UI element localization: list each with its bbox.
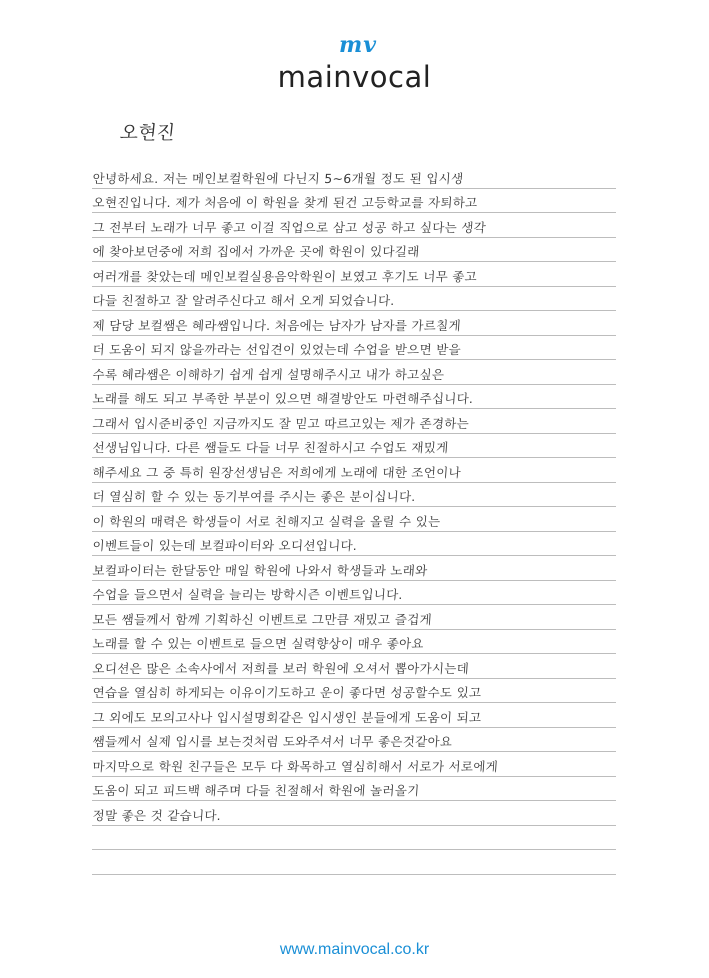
letter-line: [92, 801, 616, 826]
letter-line-text: 에 찾아보던중에 저희 집에서 가까운 곳에 학원이 있다길래: [92, 244, 421, 259]
brand-name: mainvocal: [277, 60, 432, 94]
brand-logo-icon: mv: [338, 32, 378, 58]
letter-line: [92, 458, 616, 483]
letter-line: [92, 581, 616, 606]
letter-line-text: 도움이 되고 피드백 해주며 다들 친절해서 학원에 놀러올기: [92, 783, 421, 798]
letter-line-text: 마지막으로 학원 친구들은 모두 다 화목하고 열심히해서 서로가 서로에게: [92, 758, 499, 774]
letter-line-text: 오현진입니다. 제가 처음에 이 학원을 찾게 된건 고등학교를 자퇴하고: [92, 195, 479, 210]
letter-lines: [92, 164, 616, 875]
letter-line: [92, 189, 616, 214]
letter-line-text: 더 열심히 할 수 있는 동기부여를 주시는 좋은 분이십니다.: [92, 489, 417, 504]
letter-line-text: 보컬파이터는 한달동안 매일 학원에 나와서 학생들과 노래와: [92, 562, 429, 578]
letter-line: [92, 532, 616, 557]
letter-line-text: 해주세요 그 중 특히 원장선생님은 저희에게 노래에 대한 조언이나: [92, 464, 462, 480]
letter-line: [92, 679, 616, 704]
letter-line-text: 정말 좋은 것 같습니다.: [92, 807, 222, 823]
letter-line: [92, 409, 616, 434]
letter-line: [92, 483, 616, 508]
letter-line-text: 수업을 들으면서 실력을 늘리는 방학시즌 이벤트입니다.: [92, 587, 404, 602]
letter-line: [92, 777, 616, 802]
letter-line: [92, 213, 616, 238]
letter-line-text: 이 학원의 매력은 학생들이 서로 친해지고 실력을 올릴 수 있는: [92, 513, 441, 529]
letter-writer: 오현진: [118, 122, 177, 144]
letter-line-text: 쌤들께서 실제 입시를 보는것처럼 도와주셔서 너무 좋은것같아요: [92, 734, 453, 749]
letter-line: [92, 654, 616, 679]
letter-line: [92, 336, 616, 361]
letter-line: [92, 164, 616, 189]
letter-line: [92, 238, 616, 263]
letter-line: [92, 556, 616, 581]
letter-line: [92, 385, 616, 410]
letter-line: [92, 752, 616, 777]
letter-line-text: 선생님입니다. 다른 쌤들도 다들 너무 친절하시고 수업도 재밌게: [92, 440, 450, 455]
header: [0, 0, 709, 100]
letter-line: [92, 311, 616, 336]
letter-line-text: 그래서 입시준비중인 지금까지도 잘 믿고 따르고있는 제가 존경하는: [92, 415, 470, 431]
letter-line: [92, 287, 616, 312]
letter-line: [92, 434, 616, 459]
website-url: www.mainvocal.co.kr: [279, 941, 430, 958]
letter-line: [92, 507, 616, 532]
letter-line-text: 더 도움이 되지 않을까라는 선입견이 있었는데 수업을 받으면 받을: [92, 342, 462, 357]
letter-line-text: 그 전부터 노래가 너무 좋고 이걸 직업으로 삼고 성공 하고 싶다는 생각: [92, 219, 487, 235]
letter-line-text: 노래를 할 수 있는 이벤트로 들으면 실력향상이 매우 좋아요: [92, 636, 425, 651]
letter-line: [92, 360, 616, 385]
letter-line-text: 이벤트들이 있는데 보컬파이터와 오디션입니다.: [92, 538, 358, 553]
letter-line-text: 안녕하세요. 저는 메인보컬학원에 다닌지 5~6개월 정도 된 입시생: [92, 170, 464, 186]
letter-line-text: 수록 혜라쌤은 이해하기 쉽게 쉽게 설명해주시고 내가 하고싶은: [92, 366, 445, 382]
letter-line: [92, 728, 616, 753]
letter-line: [92, 630, 616, 655]
letter-line-text: 여러개를 찾았는데 메인보컬실용음악학원이 보였고 후기도 너무 좋고: [92, 268, 478, 284]
letter-line-text: 다들 친절하고 잘 알려주신다고 해서 오게 되었습니다.: [92, 293, 396, 308]
letter-line-text: 오디션은 많은 소속사에서 저희를 보러 학원에 오셔서 뽑아가시는데: [92, 660, 470, 676]
letter-line: [92, 703, 616, 728]
letter-line-text: 제 담당 보컬쌤은 혜라쌤입니다. 처음에는 남자가 남자를 가르칠게: [92, 317, 462, 333]
letter-line: [92, 850, 616, 875]
letter-line-text: 노래를 해도 되고 부족한 부분이 있으면 해결방안도 마련해주십니다.: [92, 391, 474, 406]
letter-line-text: 모든 쌤들께서 함께 기획하신 이벤트로 그만큼 재밌고 즐겁게: [92, 611, 433, 627]
letter-line-text: 연습을 열심히 하게되는 이유이기도하고 운이 좋다면 성공할수도 있고: [92, 685, 482, 700]
letter-line: [92, 262, 616, 287]
letter-line-text: 그 외에도 모의고사나 입시설명회같은 입시생인 분들에게 도움이 되고: [92, 709, 482, 725]
letter-line: [92, 826, 616, 851]
letter-line: [92, 605, 616, 630]
handwritten-letter: [92, 108, 616, 928]
